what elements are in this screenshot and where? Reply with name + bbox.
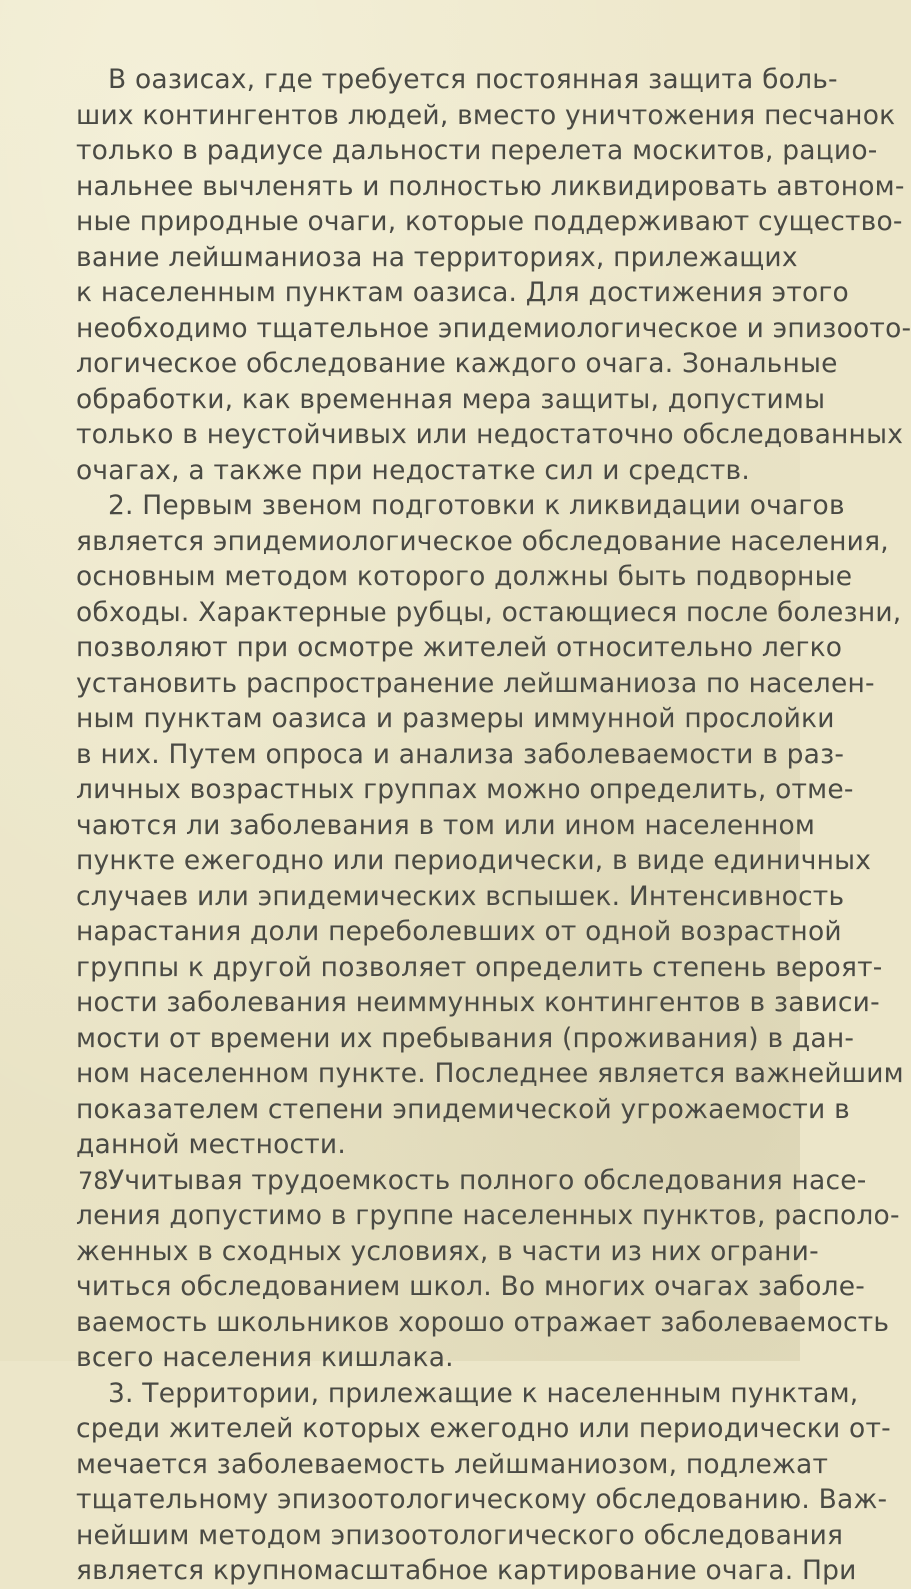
text-line: является эпидемиологическое обследование населения, <box>76 525 889 557</box>
text-line: нейшим методом эпизоотологического обследования <box>76 1519 844 1551</box>
text-line: ные природные очаги, которые поддерживают существо- <box>76 206 903 237</box>
text-line: тщательному эпизоотологическому обследованию. Важ- <box>76 1484 888 1515</box>
text-line: читься обследованием школ. Во многих очагах заболе- <box>76 1271 866 1302</box>
text-line: пункте ежегодно или периодически, в виде единичных <box>76 845 872 876</box>
text-line: показателем степени эпидемической угрожаемости в <box>76 1093 850 1125</box>
text-line: только в радиусе дальности перелета москитов, рацио- <box>76 135 878 166</box>
text-line: очагах, а также при недостатке сил и средств. <box>76 454 750 486</box>
text-line: установить распространение лейшманиоза по населен- <box>76 667 875 699</box>
text-line: вание лейшманиоза на территориях, прилежащих <box>76 241 798 273</box>
text-line: основным методом которого должны быть подворные <box>76 561 853 592</box>
text-line: нарастания доли переболевших от одной возрастной <box>76 916 842 947</box>
text-line: является крупномасштабное картирование очага. При <box>76 1555 857 1586</box>
text-line: логическое обследование каждого очага. Зональные <box>76 348 838 379</box>
text-line: ших контингентов людей, вместо уничтожения песчанок <box>76 99 896 131</box>
text-line: 3. Территории, прилежащие к населенным пунктам, <box>108 1377 859 1409</box>
page-number: 78 <box>78 1167 109 1195</box>
text-line: данной местности. <box>76 1129 346 1160</box>
text-line: мости от времени их пребывания (проживания) в дан- <box>76 1022 855 1054</box>
text-line: ления допустимо в группе населенных пунктов, располо- <box>76 1200 900 1231</box>
body-text <box>76 62 911 1589</box>
text-line: среди жителей которых ежегодно или периодически от- <box>76 1413 891 1444</box>
text-line: группы к другой позволяет определить степень вероят- <box>76 951 883 983</box>
text-line: ваемость школьников хорошо отражает заболеваемость <box>76 1306 890 1338</box>
text-line: только в неустойчивых или недостаточно обследованных <box>76 419 904 450</box>
text-line: женных в сходных условиях, в части из них ограни- <box>76 1235 819 1267</box>
text-line: 2. Первым звеном подготовки к ликвидации очагов <box>108 490 845 521</box>
text-line: к населенным пунктам оазиса. Для достижения этого <box>76 277 849 308</box>
text-line: ности заболевания неиммунных контингентов в зависи- <box>76 987 880 1018</box>
text-line: личных возрастных группах можно определить, отме- <box>76 774 854 805</box>
text-line: всего населения кишлака. <box>76 1342 454 1373</box>
text-line: в них. Путем опроса и анализа заболеваемости в раз- <box>76 738 845 770</box>
text-line: ным пунктам оазиса и размеры иммунной прослойки <box>76 703 835 734</box>
text-line: чаются ли заболевания в том или ином населенном <box>76 809 816 841</box>
text-line: позволяют при осмотре жителей относительно легко <box>76 632 843 663</box>
text-line: В оазисах, где требуется постоянная защита боль- <box>108 64 838 95</box>
text-line: случаев или эпидемических вспышек. Интенсивность <box>76 880 845 912</box>
text-line: необходимо тщательное эпидемиологическое и эпизоото- <box>76 312 911 344</box>
text-line: обработки, как временная мера защиты, допустимы <box>76 383 826 415</box>
text-line: нальнее вычленять и полностью ликвидировать автоном- <box>76 170 905 202</box>
text-line: мечается заболеваемость лейшманиозом, подлежат <box>76 1448 829 1480</box>
text-line: Учитывая трудоемкость полного обследования насе- <box>108 1164 867 1196</box>
text-line: обходы. Характерные рубцы, остающиеся после болезни, <box>76 596 902 628</box>
text-line: ном населенном пункте. Последнее является важнейшим <box>76 1058 904 1089</box>
